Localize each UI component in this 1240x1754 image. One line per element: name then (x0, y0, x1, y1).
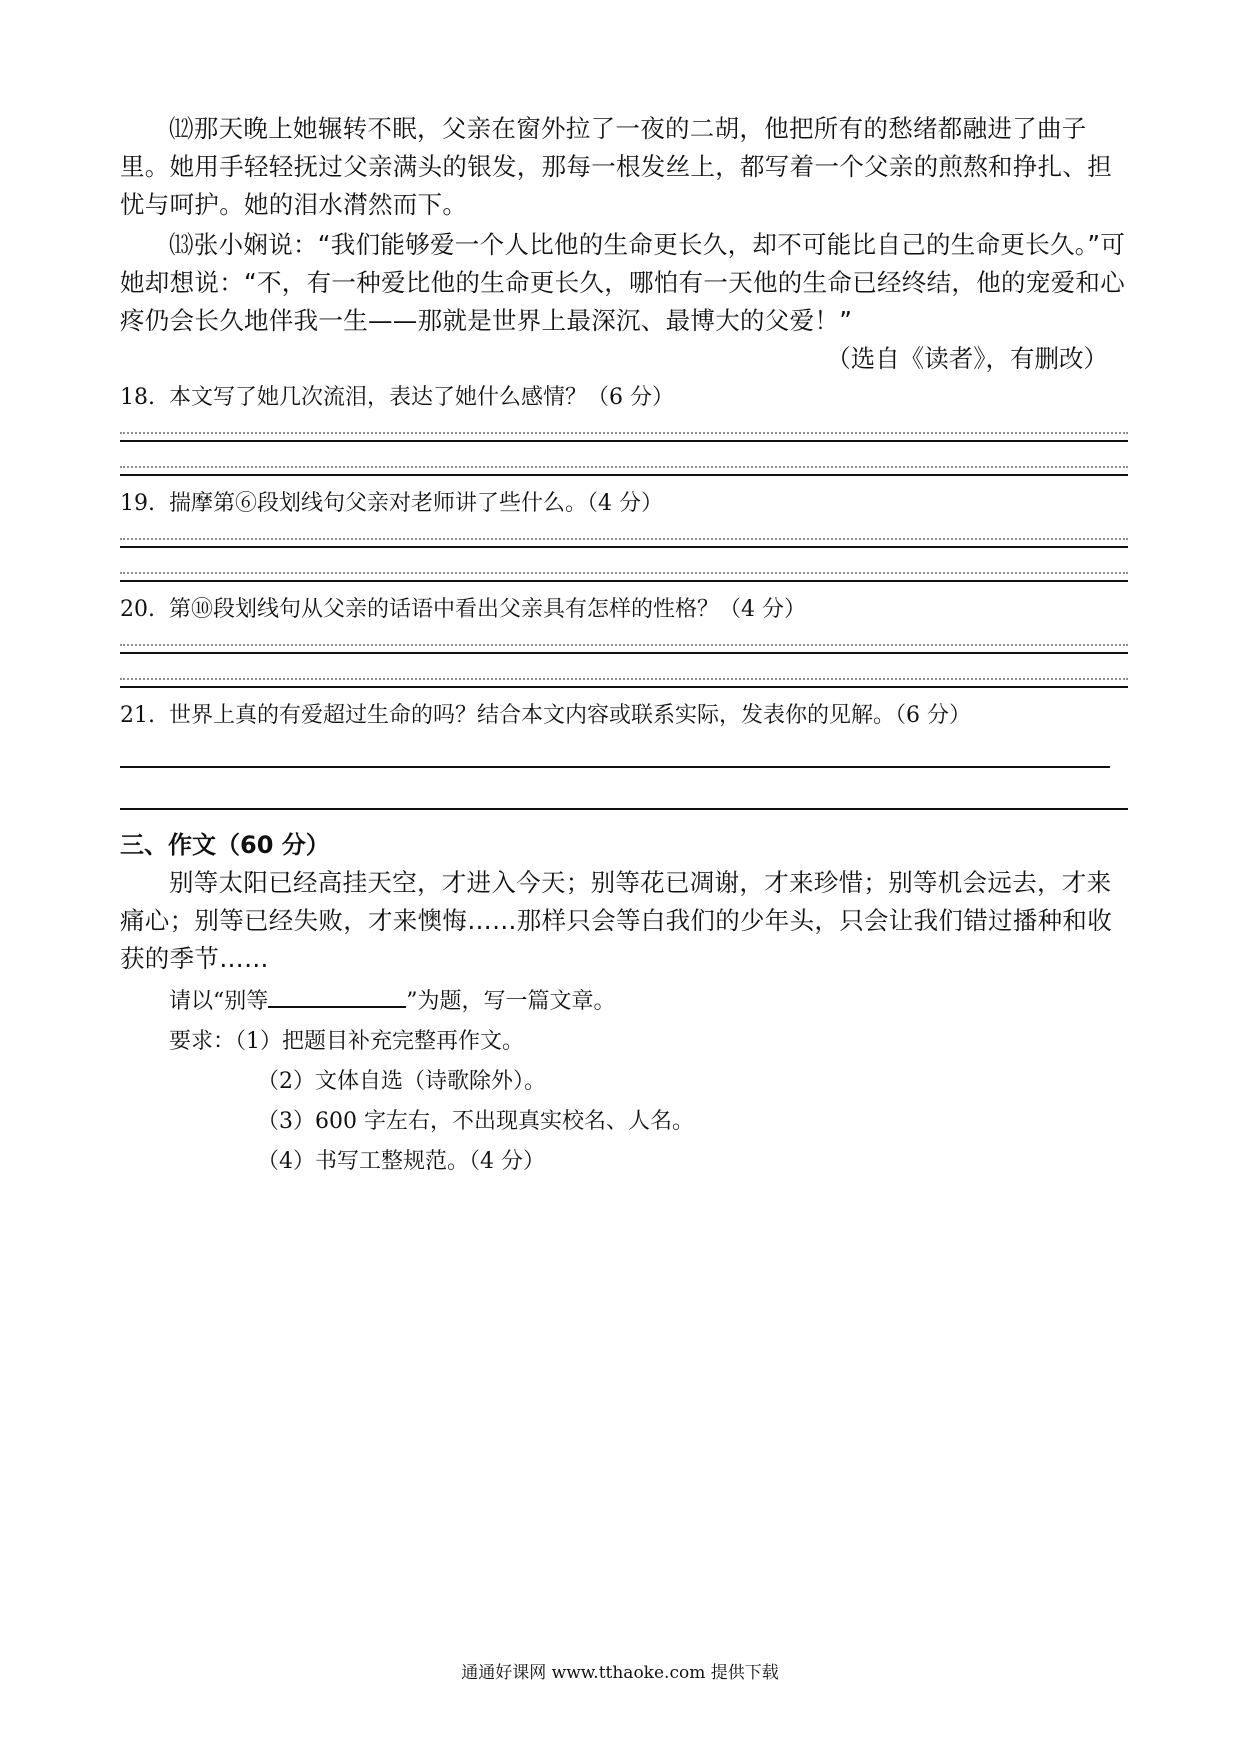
essay-prompt (120, 982, 1130, 1022)
question-20 (120, 592, 1130, 628)
answer-line-solid (120, 580, 1128, 582)
question-number: 18. (120, 385, 155, 410)
answer-line-solid (120, 686, 1128, 688)
essay-requirements-label: 要求： (169, 1029, 236, 1054)
essay-prompt-before: 请以“别等 (169, 989, 269, 1014)
question-18 (120, 380, 1130, 416)
question-text: 揣摩第⑥段划线句父亲对老师讲了些什么。（4 分） (169, 491, 663, 516)
essay-requirement-row (120, 1022, 1130, 1062)
page-footer: 通通好课网 www.tthaoke.com 提供下载 (461, 1663, 779, 1683)
question-number: 21. (120, 703, 155, 728)
passage-source: （选自《读者》，有删改） (826, 344, 1108, 373)
question-number: 20. (120, 597, 155, 622)
essay-intro: 别等太阳已经高挂天空，才进入今天；别等花已凋谢，才来珍惜；别等机会远去，才来痛心；别等已经失败，才来懊悔……那样只会等白我们的少年头，只会让我们错过播种和收获的季节…… (120, 868, 1112, 973)
essay-section-title: 三、作文（60 分） (120, 831, 330, 859)
answer-line-dotted (120, 466, 1128, 468)
answer-line-solid (120, 652, 1128, 654)
exam-page (120, 110, 1130, 1182)
answer-line-solid (120, 440, 1128, 442)
essay-requirement-item: （2）文体自选（诗歌除外）。 (257, 1069, 546, 1094)
answer-line-solid (120, 808, 1128, 810)
answer-line-dotted (120, 432, 1128, 434)
essay-requirement-item: （4）书写工整规范。（4 分） (257, 1149, 545, 1174)
essay-requirement-item: （3）600 字左右，不出现真实校名、人名。 (257, 1109, 694, 1134)
question-text: 本文写了她几次流泪，表达了她什么感情？（6 分） (169, 385, 674, 410)
question-19 (120, 486, 1130, 522)
question-21 (120, 698, 1130, 734)
question-number: 19. (120, 491, 155, 516)
answer-line-dotted (120, 538, 1128, 540)
question-text: 第⑩段划线句从父亲的话语中看出父亲具有怎样的性格？（4 分） (169, 597, 806, 622)
passage-paragraph-12: ⑿那天晚上她辗转不眠，父亲在窗外拉了一夜的二胡，他把所有的愁绪都融进了曲子里。她用手轻轻抚过父亲满头的银发，那每一根发丝上，都写着一个父亲的煎熬和挣扎、担忧与呵护。她的泪水潸然而下。 (120, 114, 1112, 219)
answer-line-solid (120, 766, 1110, 768)
passage-paragraph-13: ⒀张小娴说：“我们能够爱一个人比他的生命更长久，却不可能比自己的生命更长久。”可她却想说：“不，有一种爱比他的生命更长久，哪怕有一天他的生命已经终结，他的宠爱和心疼仍会长久地伴我一生——那就是世界上最深沉、最博大的父爱！” (120, 230, 1126, 335)
question-text: 世界上真的有爱超过生命的吗？结合本文内容或联系实际，发表你的见解。（6 分） (169, 703, 971, 728)
answer-line-solid (120, 474, 1128, 476)
essay-prompt-after: ”为题，写一篇文章。 (406, 989, 616, 1014)
answer-line-solid (120, 546, 1128, 548)
answer-line-dotted (120, 572, 1128, 574)
essay-title-blank (268, 984, 406, 1008)
essay-requirement-item: （1）把题目补充完整再作文。 (235, 1029, 525, 1054)
answer-line-dotted (120, 678, 1128, 680)
answer-line-dotted (120, 644, 1128, 646)
